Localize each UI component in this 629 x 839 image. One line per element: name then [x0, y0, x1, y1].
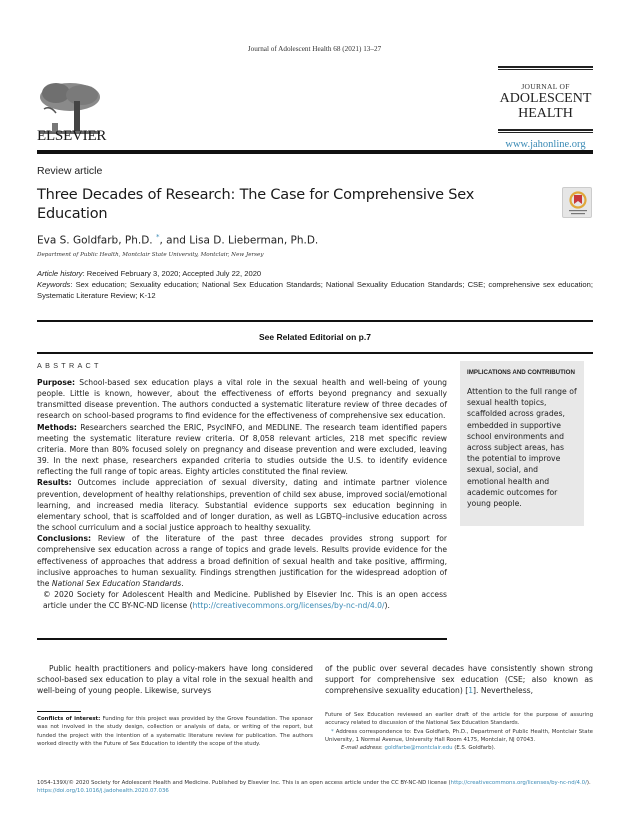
brand-rule-bottom: [498, 129, 593, 133]
brand-line3: HEALTH: [518, 106, 573, 121]
check-for-updates-icon: [563, 188, 593, 219]
article-meta: [37, 268, 593, 301]
doi-link[interactable]: https://doi.org/10.1016/j.jadohealth.2020.07.036: [37, 788, 169, 795]
review-note: Future of Sex Education reviewed an earlier draft of the article for the purpose of assuring accuracy related to discussion of the National Sex Education Standards.: [325, 712, 593, 727]
implications-box: [460, 361, 584, 526]
abstract-copyright: [37, 589, 447, 611]
author-1[interactable]: Eva S. Goldfarb, Ph.D.: [37, 234, 153, 247]
conflicts-text: Funding for this project was provided by the Grove Foundation. The sponsor was not involved in the study design, collection or analysis of data, or writing of the report, but funded the project with the intention of a systematic literature review for publication. The authors worked directly with the Future of Sex Education to identify the scope of the study.: [37, 716, 313, 747]
body-text: of the public over several decades have consistently shown strong support for comprehensive sex education (CSE; also known as comprehensive sexuality education) [: [325, 664, 593, 695]
copyright-text: © 2020 Society for Adolescent Health and Medicine. Published by Elsevier Inc. This is an open access article under the CC BY-NC-ND license (: [43, 589, 447, 611]
author-2[interactable]: Lisa D. Lieberman, Ph.D.: [189, 234, 319, 247]
abstract-methods: [37, 422, 447, 478]
results-text: Outcomes include appreciation of sexual diversity, dating and intimate partner violence prevention, development of healthy relationships, prevention of child sex abuse, improved social/emotional learning, and increased media literacy. Substantial evidence supports sex education beginning in elementary school, that is scaffolded and of longer duration, as well as LGBTQ–inclusive education across the school curriculum and a social justice approach to healthy sexuality.: [37, 478, 447, 533]
email-line: E-mail address: goldfarbe@montclair.edu (E.S. Goldfarb).: [341, 745, 496, 752]
footnote-divider: [37, 711, 81, 712]
standards-title: National Sex Education Standards: [51, 578, 182, 588]
article-type: Review article: [37, 165, 103, 177]
affiliation: Department of Public Health, Montclair State University, Montclair, New Jersey: [37, 252, 264, 258]
body-text: ]. Nevertheless,: [473, 686, 534, 695]
body-text-right: [325, 663, 593, 696]
methods-text: Researchers searched the ERIC, PsycINFO, and MEDLINE. The research team identified papers meeting the systematic literature review criteria. Of 8,058 relevant articles, 218 met specific review criteria. More than 80% focused solely on pregnancy and disease prevention and were excluded, leaving 39. In the next phase, researchers expanded criteria to studies outside the U.S. to identify evidence reflecting the full range of topic areas. Eighty articles constituted the final review.: [37, 422, 447, 477]
brand-line2: ADOLESCENT: [499, 91, 592, 106]
abstract-conclusions: [37, 533, 447, 589]
conflicts-footnote: [37, 715, 313, 748]
related-editorial-link[interactable]: See Related Editorial on p.7: [259, 332, 371, 342]
body-text-left: Public health practitioners and policy-makers have long considered school-based sex education to play a vital role in the sexual health and well-being of young people. Likewise, surveys: [37, 664, 313, 695]
conclusions-end: .: [181, 578, 184, 588]
keywords-label: Keywords: [37, 280, 71, 289]
correspondence-mark: *: [331, 728, 334, 735]
conclusions-text: Review of the literature of the past three decades provides strong support for comprehensive sex education across a range of topics and grade levels. Results provide evidence for the effectiveness of approaches that address a broad definition of sexual health and take positive, affirming, inclusive approaches to human sexuality. Findings strengthen justification for the widespread adoption of the: [37, 534, 447, 588]
copyright-end: ).: [384, 601, 390, 611]
methods-label: Methods:: [37, 422, 77, 432]
abstract-purpose: [37, 377, 447, 422]
implications-text: Attention to the full range of sexual health topics, scaffolded across grades, embedded in supportive school environments and across subject areas, has the potential to improve sexual, social, and emotional health and academic outcomes for young people.: [467, 387, 577, 509]
email-link[interactable]: goldfarbe@montclair.edu: [384, 745, 453, 752]
implications-title: IMPLICATIONS AND CONTRIBUTION: [467, 369, 575, 376]
journal-url-link[interactable]: www.jahonline.org: [505, 139, 586, 150]
abstract-heading: ABSTRACT: [37, 361, 102, 370]
purpose-label: Purpose:: [37, 378, 76, 387]
keywords-text: : Sex education; Sexuality education; National Sex Education Standards; National Sexuality Education Standards; CSE; comprehensive sex education; Systematic Literature Review; K-12: [37, 280, 593, 300]
corresponding-author-mark[interactable]: *: [155, 233, 160, 241]
email-suffix: (E.S. Goldfarb).: [452, 745, 496, 752]
divider: [37, 320, 593, 322]
abstract-results: [37, 477, 447, 533]
publisher-name: ELSEVIER: [37, 128, 107, 144]
conflicts-label: Conflicts of interest:: [37, 716, 101, 722]
footer-license-link[interactable]: http://creativecommons.org/licenses/by-nc-nd/4.0/: [450, 780, 587, 786]
journal-brand: [498, 66, 593, 150]
abstract-divider: [37, 638, 447, 640]
check-for-updates-button[interactable]: [562, 187, 592, 218]
divider: [37, 352, 593, 354]
brand-rule-top: [498, 66, 593, 70]
email-label: E-mail address: [341, 745, 381, 752]
article-history: [37, 268, 593, 279]
abstract-body: [37, 377, 447, 611]
issn-text: 1054-139X/© 2020 Society for Adolescent Health and Medicine. Published by Elsevier Inc. This is an open access article under the CC BY-NC-ND license (: [37, 780, 451, 786]
brand-line1: JOURNAL OF: [521, 82, 570, 91]
correspondence-text: Address correspondence to: Eva Goldfarb, Ph.D., Department of Public Health, Montclair State University, 1 Normal Avenue, University Hall Room 4175, Montclair, NJ 07043.: [325, 728, 593, 743]
conclusions-label: Conclusions:: [37, 534, 92, 544]
purpose-text: School-based sex education plays a vital role in the sexual health and well-being of young people. Little is known, however, about the effectiveness of efforts beyond pregnancy and sexually transmitted disease prevention. The authors conducted a systematic literature review of three decades of research on school-based programs to find evidence for the effectiveness of comprehensive sex education.: [37, 378, 447, 421]
issn-line: [37, 779, 593, 787]
results-label: Results:: [37, 478, 72, 488]
keywords: [37, 279, 593, 301]
article-title: Three Decades of Research: The Case for Comprehensive Sex Education: [37, 187, 475, 222]
license-end: ).: [586, 780, 591, 786]
page-footer: [37, 779, 593, 796]
history-text: : Received February 3, 2020; Accepted July 22, 2020: [82, 269, 262, 278]
correspondence-note: [325, 728, 593, 745]
header-divider: [37, 150, 593, 154]
author-separator: , and: [159, 234, 190, 247]
license-link[interactable]: http://creativecommons.org/licenses/by-nc-nd/4.0/: [192, 601, 385, 611]
author-list: [37, 233, 318, 247]
journal-citation: Journal of Adolescent Health 68 (2021) 13–27: [247, 45, 382, 53]
history-label: Article history: [37, 269, 83, 278]
footnotes-right: [325, 711, 593, 752]
reference-link[interactable]: 1: [468, 686, 474, 695]
